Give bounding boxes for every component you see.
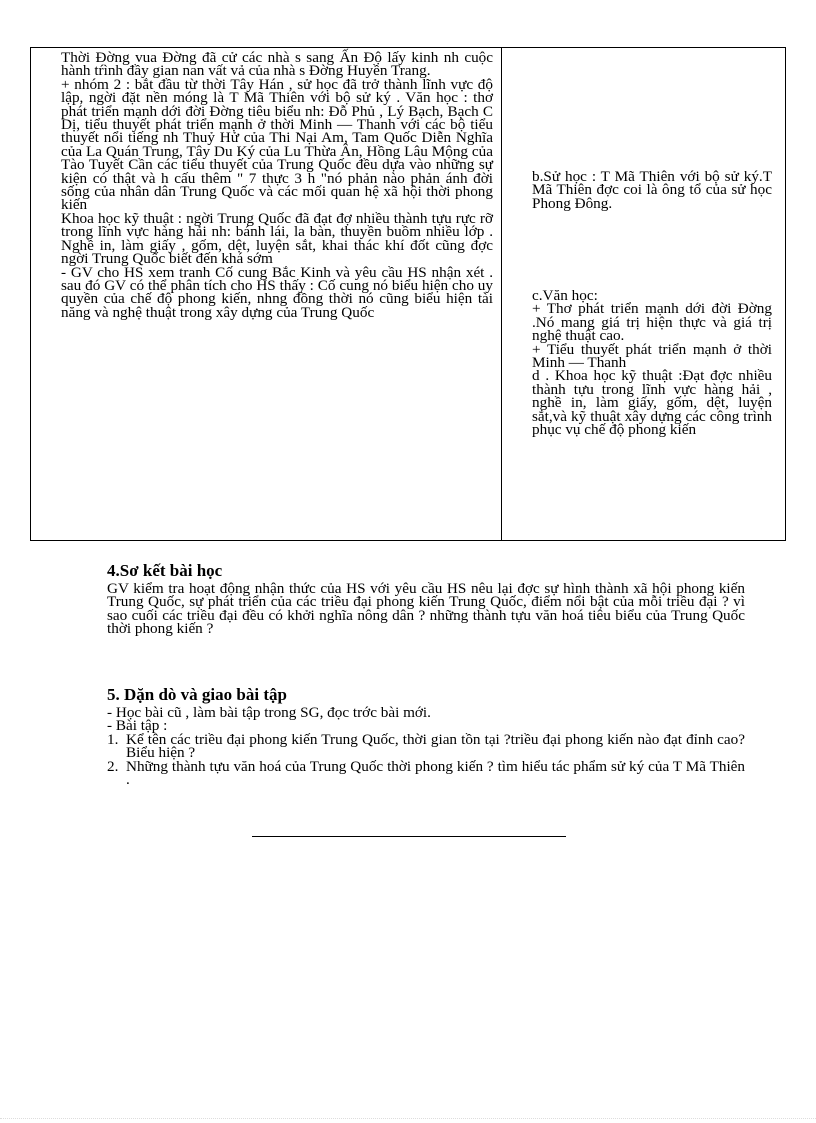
left-paragraph-1: Thời Đờng vua Đờng đã cử các nhà s sang Ấn Độ lấy kinh nh cuộc hành tŕình đầy gian nan vất vả của nhà s Đờng Huyền Trang. <box>61 49 493 80</box>
column-divider <box>501 48 502 540</box>
homework-title: 5. Dặn dò và giao bài tập <box>107 685 287 704</box>
page-bottom-border <box>0 1118 816 1120</box>
content-table <box>30 47 786 541</box>
novel-text: + Tiểu thuyết phát triển mạnh ở thời Minh — Thanh <box>532 340 772 372</box>
summary-title: 4.Sơ kết bài học <box>107 561 223 580</box>
poetry-text: + Thơ phát triển mạnh dới đời Đờng .Nó mang giá trị hiện thực và giá trị nghệ thuật cao. <box>532 300 772 345</box>
homework-line-2: - Bài tập : <box>107 717 168 735</box>
right-literature-block <box>532 287 772 439</box>
exercise-number: 2. <box>107 757 119 775</box>
exercise-text: Kể tên các triều đại phong kiến Trung Quốc, thời gian tồn tại ?triều đại phong kiến nào đạt đỉnh cao? Biểu hiện ? <box>126 730 745 762</box>
section-homework <box>107 685 745 789</box>
left-paragraph-4: - GV cho HS xem tranh Cố cung Bắc Kinh và yêu cầu HS nhận xét . sau đó GV có thể phân tích cho HS thấy : Cố cung nó biểu hiện cho uy quyền của chế độ phong kiến, nhng đồng thời nó cũng biểu hiện tài năng và nghệ thuật trong xây dựng của Trung Quốc <box>61 263 493 321</box>
exercise-number: 1. <box>107 730 119 748</box>
left-paragraph-2: + nhóm 2 : bắt đầu từ thời Tây Hán , sử học đã trở thành lĩnh vực độ lập, ngời đặt nền móng là T Mã Thiên với bộ sử ký . Văn học : thơ phát triển mạnh dới đời Đờng tiêu biểu nh: Đỗ Phủ , Lý Bạch, Bạch C Dị, tiểu thuyết phát triển mạnh ở thời Minh — Thanh với các bộ tiểu thuyết nổi tiếng nh Thuỷ Hử của Thi Nại Am, Tam Quốc Diễn Nghĩa của La Quán Trung, Tây Du Ký của Lu Thừa Ân, Hồng Lâu Mộng của Tào Tuyết Cần các tiểu thuyết của Trung Quốc đều dựa vào những sự kiện có thật và h cấu thêm " 7 thực 3 h "nó phản nào phản ánh đời sống của nhân dân Trung Quốc và các mối quan hệ xã hội thời phong kiến <box>61 75 493 214</box>
left-column <box>61 51 493 319</box>
homework-line-1: - Học bài cũ , làm bài tập trong SG, đọc trớc bài mới. <box>107 704 431 721</box>
left-paragraph-3: Khoa học kỹ thuật : ngời Trung Quốc đã đạt đợ nhiều thành tựu rực rỡ trong lĩnh vực hàng hải nh: bánh lái, la bàn, thuyền buồm nhiều lớp . Nghề in, làm giấy , gốm, dệt, luyện sắt, khai thác khí đốt cũng đợc ngời Trung Quốc biết đến khá sớm <box>61 209 493 268</box>
summary-body: GV kiểm tra hoạt động nhận thức của HS với yêu cầu HS nêu lại đợc sự hình thành xã hội phong kiến Trung Quốc, sự phát triển của các triều đại phong kiến Trung Quốc, điểm nổi bật của mỗi triều đại ? vì sao cuối các triều đại đều có khởi nghĩa nông dân ? những thành tựu văn hoá tiêu biểu của Trung Quốc thời phong kiến ? <box>107 580 745 638</box>
separator-line <box>252 836 566 837</box>
exercise-item <box>107 757 745 789</box>
history-text: b.Sử học : T Mã Thiên với bộ sử ký.T Mã Thiên đợc coi là ông tổ của sử học Phong Đông. <box>532 168 772 212</box>
exercise-text: Những thành tựu văn hoá của Trung Quốc thời phong kiến ? tìm hiểu tác phẩm sử ký của T Mã Thiên . <box>126 757 745 789</box>
exercise-list <box>107 730 745 789</box>
right-history-block <box>532 170 772 210</box>
section-summary <box>107 562 745 636</box>
exercise-item <box>107 730 745 762</box>
literature-heading: c.Văn học: <box>532 287 598 304</box>
science-text: d . Khoa học kỹ thuật :Đạt đợc nhiều thành tựu trong lĩnh vực hàng hải , nghề in, làm giấy, gốm, dệt, luyện sắt,và kỹ thuật xây dựng các công trình phục vụ chế độ phong kiến <box>532 367 772 439</box>
